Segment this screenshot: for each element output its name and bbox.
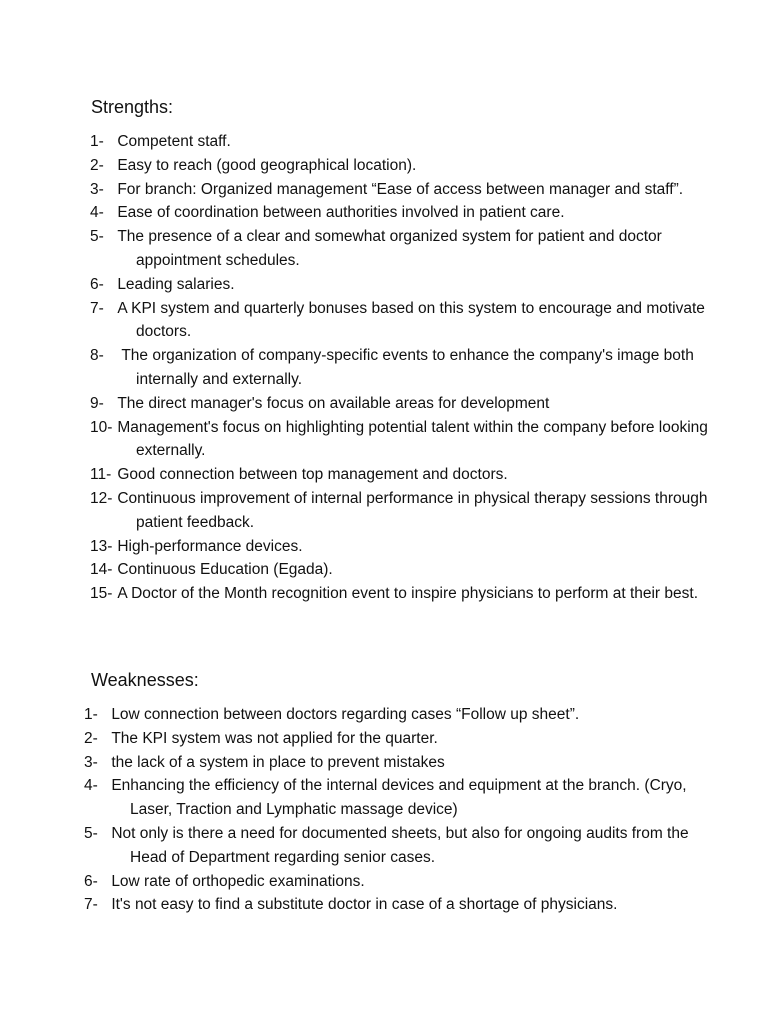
strengths-item: 4- Ease of coordination between authorities involved in patient care. xyxy=(90,204,565,222)
strengths-item-text: Continuous improvement of internal performance in physical therapy sessions through patient feedback. xyxy=(117,489,708,531)
strengths-item-text: Leading salaries. xyxy=(117,275,235,293)
weaknesses-item: 2- The KPI system was not applied for the quarter. xyxy=(84,729,438,747)
weaknesses-item-text: Low connection between doctors regarding cases “Follow up sheet”. xyxy=(111,706,580,723)
weaknesses-heading: Weaknesses: xyxy=(91,670,199,690)
strengths-item: 10- Management's focus on highlighting potential talent within the company before looking externally. xyxy=(90,418,708,460)
strengths-item: 9- The direct manager's focus on available areas for development xyxy=(90,394,550,412)
weaknesses-item-text: the lack of a system in place to prevent mistakes xyxy=(111,753,445,771)
weaknesses-item-text: Not only is there a need for documented sheets, but also for ongoing audits from the Head of Department regarding senior cases. xyxy=(111,824,689,866)
strengths-item: 13- High-performance devices. xyxy=(90,537,303,555)
strengths-item-text: The presence of a clear and somewhat organized system for patient and doctor appointment schedules. xyxy=(117,228,662,269)
weaknesses-item-text: Enhancing the efficiency of the internal devices and equipment at the branch. (Cryo, Laser, Traction and Lymphatic massage device) xyxy=(111,777,687,819)
strengths-item: 1- Competent staff. xyxy=(90,133,231,150)
strengths-item: 5- The presence of a clear and somewhat organized system for patient and doctor appointment schedules. xyxy=(90,228,662,269)
strengths-item-text: The organization of company-specific events to enhance the company's image both internally and externally. xyxy=(117,347,694,388)
weaknesses-item: 4- Enhancing the efficiency of the internal devices and equipment at the branch. (Cryo, Laser, Traction and Lymphatic massage device) xyxy=(84,777,687,819)
weaknesses-item: 5- Not only is there a need for documented sheets, but also for ongoing audits from the Head of Department regarding senior cases. xyxy=(84,824,689,866)
strengths-item-text: A KPI system and quarterly bonuses based on this system to encourage and motivate doctors. xyxy=(117,299,705,341)
strengths-item: 11- Good connection between top management and doctors. xyxy=(90,466,508,484)
strengths-item-text: The direct manager's focus on available areas for development xyxy=(117,394,550,412)
strengths-item-text: Continuous Education (Egada). xyxy=(117,561,333,579)
strengths-item: 15- A Doctor of the Month recognition event to inspire physicians to perform at their best. xyxy=(90,585,699,603)
strengths-item: 3- For branch: Organized management “Ease of access between manager and staff”. xyxy=(90,180,684,198)
strengths-item-text: For branch: Organized management “Ease of access between manager and staff”. xyxy=(117,180,684,198)
weaknesses-item-text: Low rate of orthopedic examinations. xyxy=(111,872,365,890)
strengths-item-text: A Doctor of the Month recognition event to inspire physicians to perform at their best. xyxy=(117,585,699,603)
strengths-heading: Strengths: xyxy=(91,97,174,117)
strengths-item-text: Easy to reach (good geographical location). xyxy=(117,156,417,174)
strengths-item-text: Ease of coordination between authorities involved in patient care. xyxy=(117,204,565,222)
strengths-item-text: Competent staff. xyxy=(117,133,231,150)
weaknesses-item-text: It's not easy to find a substitute doctor in case of a shortage of physicians. xyxy=(111,896,618,914)
weaknesses-item: 6- Low rate of orthopedic examinations. xyxy=(84,872,365,890)
weaknesses-item: 7- It's not easy to find a substitute doctor in case of a shortage of physicians. xyxy=(84,896,618,914)
strengths-item: 14- Continuous Education (Egada). xyxy=(90,561,333,579)
weaknesses-item: 3- the lack of a system in place to prevent mistakes xyxy=(84,753,445,771)
strengths-item: 8- The organization of company-specific events to enhance the company's image both internally and externally. xyxy=(90,347,694,388)
strengths-list xyxy=(90,130,713,606)
strengths-item-text: Management's focus on highlighting potential talent within the company before looking externally. xyxy=(117,418,708,460)
strengths-item-text: High-performance devices. xyxy=(117,537,303,555)
strengths-item: 7- A KPI system and quarterly bonuses based on this system to encourage and motivate doctors. xyxy=(90,299,705,341)
strengths-item: 2- Easy to reach (good geographical location). xyxy=(90,156,417,174)
weaknesses-list xyxy=(84,703,727,917)
weaknesses-item: 1- Low connection between doctors regarding cases “Follow up sheet”. xyxy=(84,706,580,723)
strengths-item-text: Good connection between top management and doctors. xyxy=(117,466,508,484)
weaknesses-item-text: The KPI system was not applied for the quarter. xyxy=(111,729,438,747)
strengths-item: 6- Leading salaries. xyxy=(90,275,235,293)
strengths-item: 12- Continuous improvement of internal performance in physical therapy sessions through patient feedback. xyxy=(90,489,708,531)
